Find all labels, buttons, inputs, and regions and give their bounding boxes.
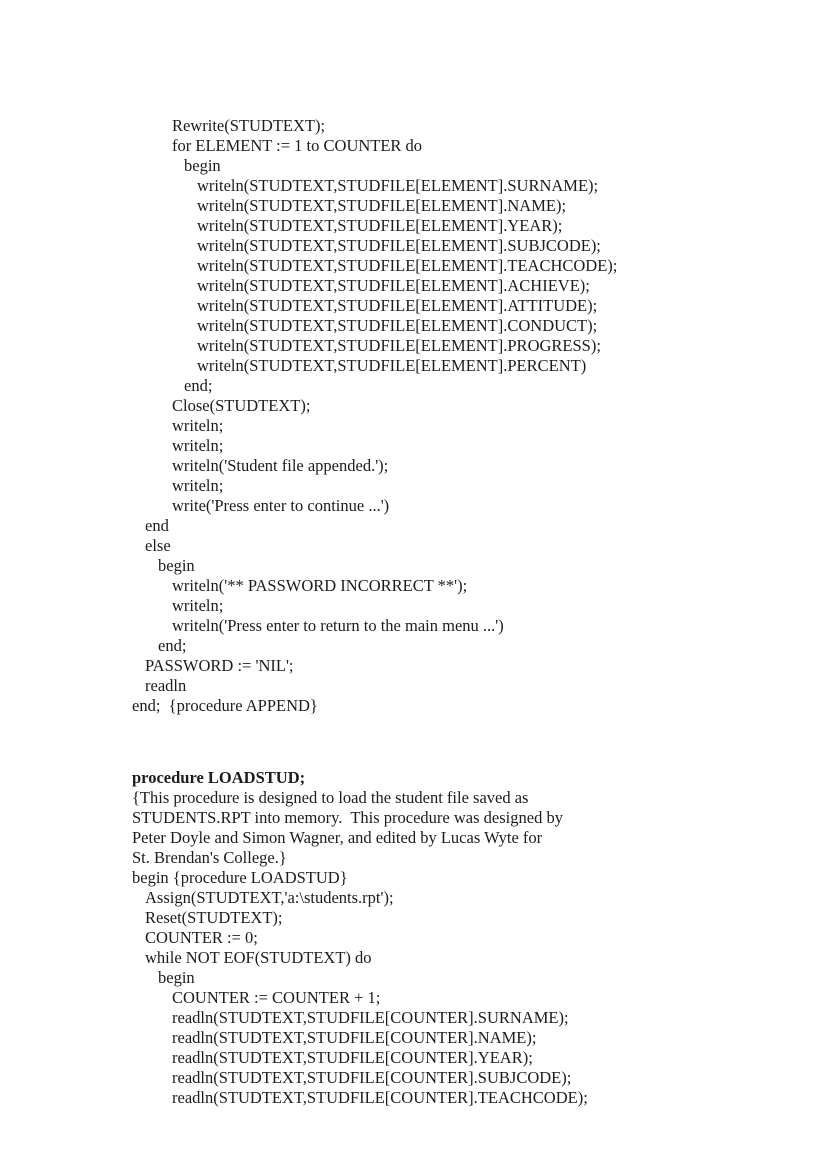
code-line: writeln(STUDTEXT,STUDFILE[ELEMENT].NAME); [197, 196, 567, 215]
code-line: writeln; [172, 416, 224, 435]
comment-line: Peter Doyle and Simon Wagner, and edited by Lucas Wyte for [132, 828, 543, 847]
code-line: else [145, 536, 171, 555]
code-line: begin [158, 556, 195, 575]
code-line: writeln(STUDTEXT,STUDFILE[ELEMENT].CONDUCT); [197, 316, 598, 335]
code-line: readln(STUDTEXT,STUDFILE[COUNTER].NAME); [172, 1028, 537, 1047]
code-line: writeln(STUDTEXT,STUDFILE[ELEMENT].SURNAME); [197, 176, 599, 195]
code-line: readln(STUDTEXT,STUDFILE[COUNTER].TEACHCODE); [172, 1088, 588, 1107]
code-line: readln [145, 676, 187, 695]
code-line: writeln; [172, 436, 224, 455]
code-line: Close(STUDTEXT); [172, 396, 311, 415]
code-line: begin {procedure LOADSTUD} [132, 868, 348, 887]
code-line: writeln; [172, 476, 224, 495]
code-line: for ELEMENT := 1 to COUNTER do [172, 136, 423, 155]
code-line: readln(STUDTEXT,STUDFILE[COUNTER].YEAR); [172, 1048, 533, 1067]
code-line: writeln(STUDTEXT,STUDFILE[ELEMENT].PERCENT) [197, 356, 587, 375]
code-line: PASSWORD := 'NIL'; [145, 656, 294, 675]
code-line: begin [158, 968, 195, 987]
comment-line: {This procedure is designed to load the student file saved as [132, 788, 529, 807]
code-line: readln(STUDTEXT,STUDFILE[COUNTER].SURNAME); [172, 1008, 569, 1027]
procedure-heading: procedure LOADSTUD; [132, 768, 306, 787]
code-line: writeln(STUDTEXT,STUDFILE[ELEMENT].ACHIEVE); [197, 276, 590, 295]
code-line: end; {procedure APPEND} [132, 696, 318, 715]
code-line: write('Press enter to continue ...') [172, 496, 390, 515]
code-line: writeln(STUDTEXT,STUDFILE[ELEMENT].TEACHCODE); [197, 256, 618, 275]
code-line: Reset(STUDTEXT); [145, 908, 283, 927]
code-line: writeln(STUDTEXT,STUDFILE[ELEMENT].ATTITUDE); [197, 296, 598, 315]
code-line: end; [158, 636, 187, 655]
code-line: COUNTER := COUNTER + 1; [172, 988, 381, 1007]
comment-line: St. Brendan's College.} [132, 848, 287, 867]
code-line: writeln(STUDTEXT,STUDFILE[ELEMENT].SUBJCODE); [197, 236, 601, 255]
code-line: while NOT EOF(STUDTEXT) do [145, 948, 372, 967]
code-line: COUNTER := 0; [145, 928, 258, 947]
code-line: begin [184, 156, 221, 175]
code-line: writeln('** PASSWORD INCORRECT **'); [172, 576, 468, 595]
code-line: writeln('Press enter to return to the main menu ...') [172, 616, 504, 635]
code-line: writeln(STUDTEXT,STUDFILE[ELEMENT].YEAR); [197, 216, 563, 235]
code-line: end [145, 516, 169, 535]
code-line: writeln('Student file appended.'); [172, 456, 389, 475]
code-line: writeln(STUDTEXT,STUDFILE[ELEMENT].PROGRESS); [197, 336, 601, 355]
comment-line: STUDENTS.RPT into memory. This procedure was designed by [132, 808, 563, 827]
code-line: writeln; [172, 596, 224, 615]
code-line: Rewrite(STUDTEXT); [172, 116, 326, 135]
code-line: readln(STUDTEXT,STUDFILE[COUNTER].SUBJCODE); [172, 1068, 572, 1087]
code-line: Assign(STUDTEXT,'a:\students.rpt'); [145, 888, 394, 907]
code-line: end; [184, 376, 213, 395]
